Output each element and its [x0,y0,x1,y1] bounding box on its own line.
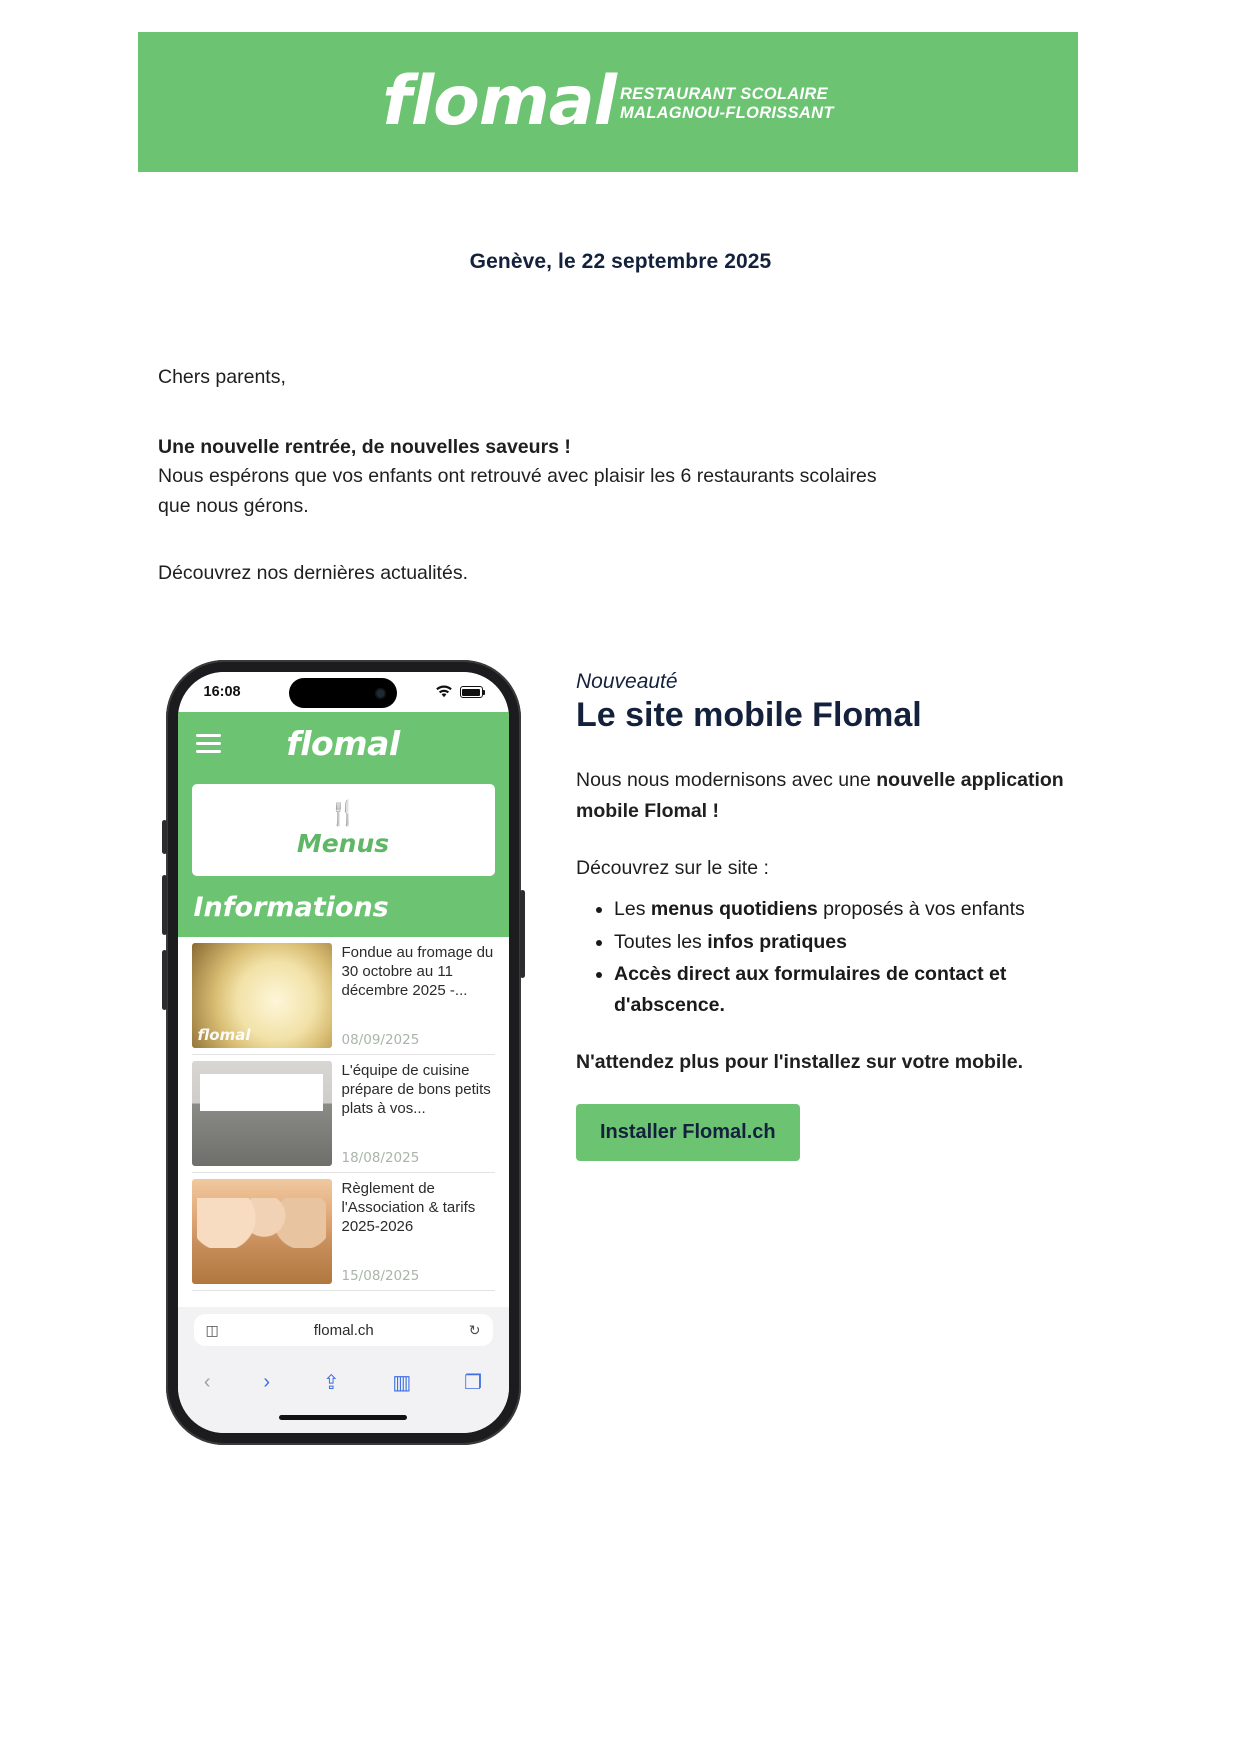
status-bar-time: 16:08 [203,684,241,700]
phone-screen [178,672,509,1433]
menus-card-inner[interactable] [192,784,495,876]
list-item [614,927,1088,958]
home-indicator [178,1415,509,1433]
feature-discover-label: Découvrez sur le site : [576,857,769,880]
news-thumbnail-fondue [192,943,332,1048]
feature-closing-text: N'attendez plus pour l'installez sur votre mobile. [576,1051,1024,1074]
news-thumbnail-kids [192,1179,332,1284]
bullet-0-bold: menus quotidiens [650,897,818,920]
app-logo: flomal [286,723,400,763]
reader-view-icon[interactable]: ◫ [205,1321,219,1338]
list-item [614,959,1088,1021]
letter-intro-text: Nous espérons que vos enfants ont retrouvé avec plaisir les 6 restaurants scolaires que nous gérons. [158,465,877,517]
news-text [342,1061,495,1166]
bookmarks-icon[interactable]: ▥ [392,1371,412,1394]
back-icon[interactable]: ‹ [203,1370,211,1393]
feature-text-column [576,660,1088,1445]
news-thumbnail-team [192,1061,332,1166]
url-text: flomal.ch [313,1321,374,1339]
feature-paragraph-1-pre: Nous nous modernisons avec une [576,769,877,792]
dynamic-island [289,678,397,708]
news-date: 15/08/2025 [341,1268,420,1284]
flomal-logo [382,61,834,141]
news-date: 08/09/2025 [341,1032,420,1048]
bullet-1-pre: Toutes les [614,930,708,953]
cutlery-icon: 🍴 [328,800,358,827]
feature-paragraph-1-bold: nouvelle application mobile Flomal ! [576,769,1064,823]
news-title: Fondue au fromage du 30 octobre au 11 décembre 2025 -... [341,944,494,1000]
feature-paragraph-1 [576,765,1088,827]
feature-title: Le site mobile Flomal [576,696,922,734]
front-camera-icon [375,688,386,699]
app-header [178,712,509,774]
news-list [178,937,509,1307]
battery-icon [460,686,483,698]
header-banner [138,32,1078,172]
phone-mockup-column [158,660,528,1445]
bullet-1-bold: infos pratiques [707,930,847,953]
phone-mute-switch [162,820,167,854]
news-title: Règlement de l'Association & tarifs 2025-2026 [341,1180,476,1236]
letter-body [158,363,903,588]
list-item[interactable] [192,937,495,1055]
spacer [158,393,903,433]
letter-salutation: Chers parents, [158,366,286,388]
reload-icon[interactable]: ↻ [468,1321,481,1338]
tabs-icon[interactable]: ❐ [464,1371,483,1394]
spacer [158,522,903,559]
news-text [342,943,495,1048]
logo-subtitle-line1: RESTAURANT SCOLAIRE [619,85,828,104]
list-item[interactable] [192,1173,495,1291]
phone-mockup [166,660,521,1445]
bullet-0-post: proposés à vos enfants [817,897,1025,920]
status-bar-indicators [434,685,483,699]
phone-volume-down-button [162,950,167,1010]
logo-wordmark: flomal [382,61,616,141]
menus-card[interactable] [178,774,509,890]
browser-toolbar [178,1353,509,1415]
letter-intro-heading: Une nouvelle rentrée, de nouvelles saveurs ! [158,435,571,458]
logo-subtitle [620,85,834,134]
status-bar [178,672,509,712]
url-pill[interactable] [194,1314,493,1346]
news-title: L'équipe de cuisine prépare de bons petits plats à vos... [341,1062,491,1118]
install-flomal-button[interactable]: Installer Flomal.ch [576,1104,800,1161]
bullet-2-bold: Accès direct aux formulaires de contact et d'abscence. [614,963,1007,1017]
feature-eyebrow: Nouveauté [576,670,678,693]
list-item [614,894,1088,925]
news-text [342,1179,495,1284]
share-icon[interactable]: ⇪ [322,1371,340,1394]
letter-news-line: Découvrez nos dernières actualités. [158,561,468,584]
phone-volume-up-button [162,875,167,935]
menus-label: Menus [296,829,390,858]
informations-section-title: Informations [178,890,509,937]
hamburger-menu-icon[interactable] [196,734,221,753]
bullet-0-pre: Les [614,897,651,920]
browser-address-bar[interactable] [178,1307,509,1353]
phone-power-button [520,890,525,978]
logo-subtitle-line2: MALAGNOU-FLORISSANT [619,103,834,122]
feature-bullet-list [576,894,1088,1021]
list-item[interactable] [192,1055,495,1173]
letter-date: Genève, le 22 septembre 2025 [469,250,772,273]
news-date: 18/08/2025 [341,1150,420,1166]
wifi-icon [434,685,454,699]
forward-icon[interactable]: › [263,1370,271,1393]
feature-block [158,660,1088,1445]
